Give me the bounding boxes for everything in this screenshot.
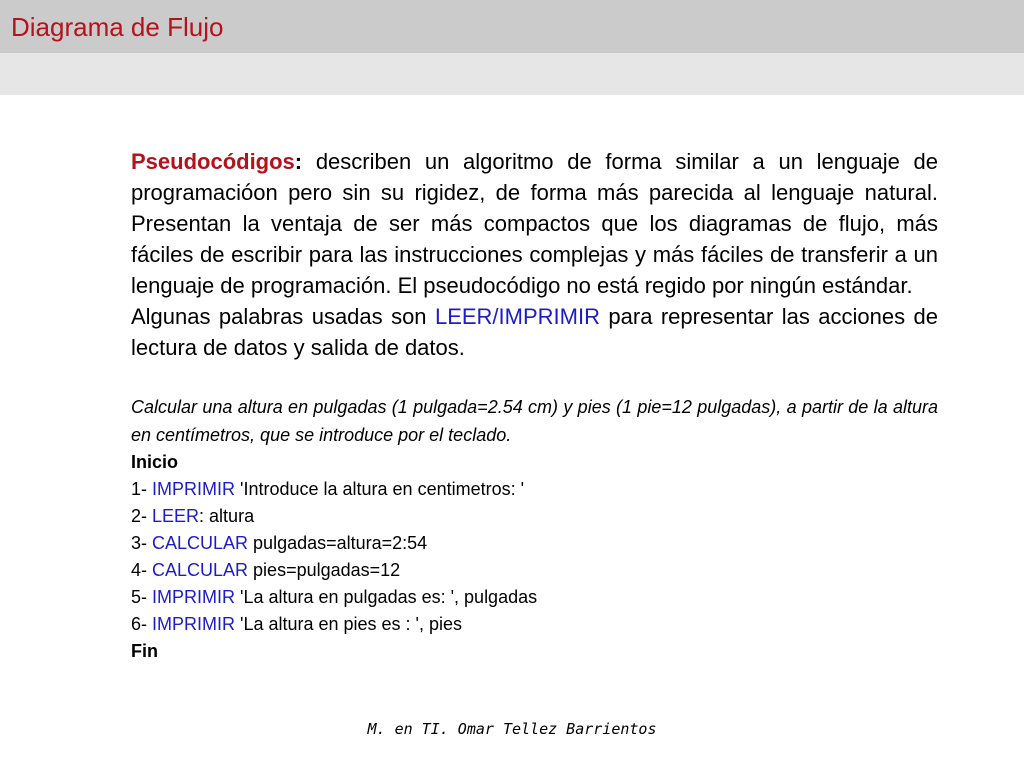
step-text: pies=pulgadas=12 (248, 560, 401, 580)
pseudocode-step (131, 476, 938, 503)
keywords-text-post: para representar las acciones de lectura de datos y salida de datos. (131, 304, 938, 360)
step-text: pulgadas=altura=2:54 (248, 533, 428, 553)
example-statement: Calcular una altura en pulgadas (1 pulgada=2.54 cm) y pies (1 pie=12 pulgadas), a partir de la altura en centímetros, que se introduce por el teclado. (131, 397, 938, 445)
step-keyword: CALCULAR (152, 560, 249, 580)
keywords-highlight: LEER/IMPRIMIR (434, 304, 600, 329)
subtitle-bar (0, 53, 1024, 95)
step-number: 5- (131, 587, 153, 607)
definition-term: Pseudocódigos (131, 149, 295, 174)
pseudocode-step (131, 557, 938, 584)
step-text: 'La altura en pulgadas es: ', pulgadas (235, 587, 538, 607)
step-keyword: LEER (152, 506, 200, 526)
pseudocode-step (131, 503, 938, 530)
step-text: : altura (199, 506, 255, 526)
step-text: 'Introduce la altura en centimetros: ' (235, 479, 525, 499)
pseudocode-block (131, 449, 938, 665)
slide-title: Diagrama de Flujo (11, 12, 224, 42)
definition-text: describen un algoritmo de forma similar a un lenguaje de programacióon pero sin su rigidez, de forma más parecida al lenguaje natural. Presentan la ventaja de ser más compactos que los diagramas de flujo, más fáciles de escribir para las instrucciones complejas y más fáciles de transferir a un lenguaje de programación. El pseudocódigo no está regido por ningún estándar. (131, 149, 938, 298)
pseudocode-step (131, 530, 938, 557)
pseudocode-step (131, 611, 938, 638)
definition-paragraph (131, 146, 938, 301)
step-number: 1- (131, 479, 153, 499)
keywords-text-pre: Algunas palabras usadas son (131, 304, 435, 329)
pseudocode-end: Fin (131, 641, 158, 661)
definition-colon: : (294, 149, 303, 174)
footer-author: M. en TI. Omar Tellez Barrientos (367, 720, 657, 738)
pseudocode-start: Inicio (131, 452, 179, 472)
step-text: 'La altura en pies es : ', pies (235, 614, 463, 634)
step-number: 6- (131, 614, 153, 634)
pseudocode-step (131, 584, 938, 611)
step-number: 3- (131, 533, 153, 553)
step-number: 4- (131, 560, 153, 580)
slide-content (131, 146, 938, 665)
step-keyword: IMPRIMIR (152, 614, 236, 634)
title-bar (0, 0, 1024, 53)
step-keyword: IMPRIMIR (152, 587, 236, 607)
step-keyword: IMPRIMIR (152, 479, 236, 499)
step-keyword: CALCULAR (152, 533, 249, 553)
keywords-paragraph (131, 301, 938, 363)
step-number: 2- (131, 506, 153, 526)
